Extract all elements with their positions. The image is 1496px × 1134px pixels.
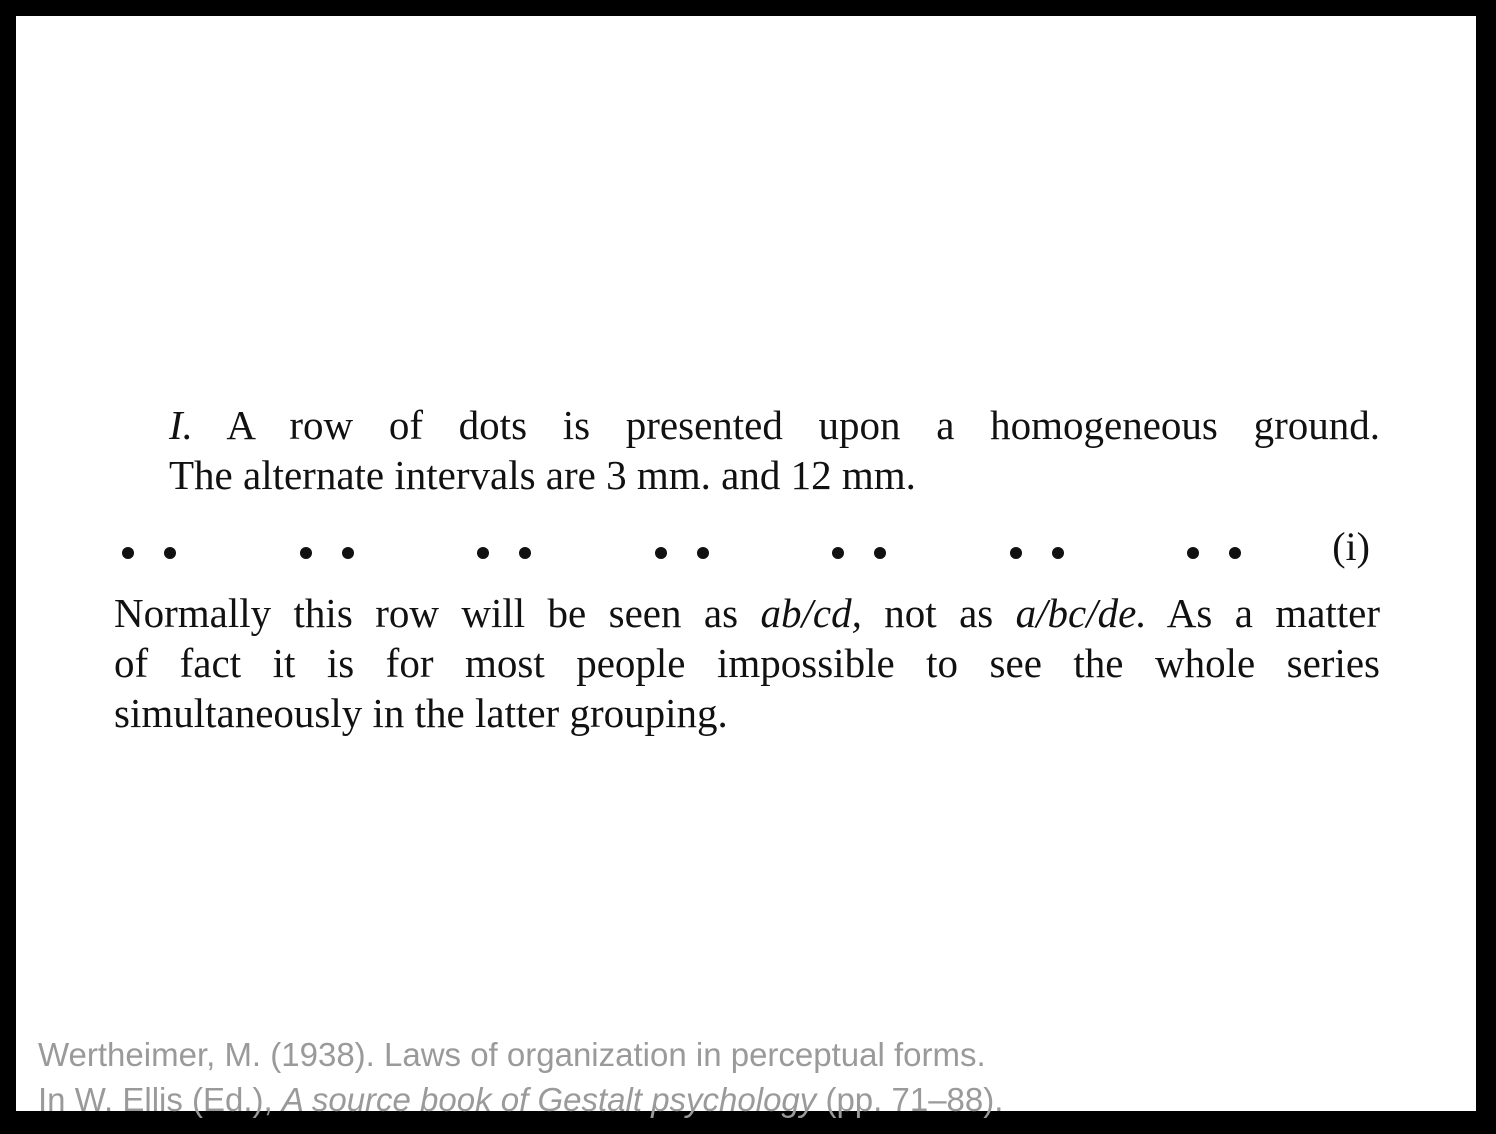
intro-line-2: The alternate intervals are 3 mm. and 12 mm. <box>169 452 916 498</box>
dot <box>1229 547 1241 559</box>
citation-book-title: A source book of Gestalt psychology <box>281 1081 817 1118</box>
dot <box>300 547 312 559</box>
body-text-1a: Normally this row will be seen as <box>114 590 739 636</box>
dot <box>164 547 176 559</box>
dot <box>697 547 709 559</box>
body-line-3: simultaneously in the latter grouping. <box>114 690 728 736</box>
citation-line-2 <box>38 1077 1003 1122</box>
body-text-1c: As a matter <box>1166 590 1381 636</box>
section-number: I. <box>169 402 193 448</box>
figure-label: (i) <box>1332 524 1370 569</box>
body-paragraph <box>114 588 1380 738</box>
dot <box>874 547 886 559</box>
intro-paragraph <box>114 400 1380 500</box>
dot <box>655 547 667 559</box>
dot <box>1052 547 1064 559</box>
dot <box>519 547 531 559</box>
grouping-ab-cd: ab/cd, <box>760 590 862 636</box>
citation <box>38 1032 1003 1122</box>
citation-prefix: In W. Ellis (Ed.), <box>38 1081 273 1118</box>
body-line-2: of fact it is for most people impossible to see the whole series <box>114 640 1380 686</box>
citation-line-1: Wertheimer, M. (1938). Laws of organization in perceptual forms. <box>38 1036 986 1073</box>
intro-line-1 <box>114 400 1380 450</box>
dot <box>122 547 134 559</box>
body-line-1 <box>114 588 1380 638</box>
dot <box>1010 547 1022 559</box>
body-text-1b: not as <box>884 590 994 636</box>
dot <box>342 547 354 559</box>
intro-text-1: A row of dots is presented upon a homogeneous ground. <box>226 402 1380 448</box>
dot <box>477 547 489 559</box>
citation-pages: (pp. 71–88). <box>825 1081 1004 1118</box>
scanned-excerpt <box>114 400 1380 738</box>
dot <box>832 547 844 559</box>
dot <box>1187 547 1199 559</box>
slide <box>16 16 1476 1118</box>
dot-row-figure <box>114 516 1380 586</box>
grouping-a-bc-de: a/bc/de. <box>1015 590 1147 636</box>
